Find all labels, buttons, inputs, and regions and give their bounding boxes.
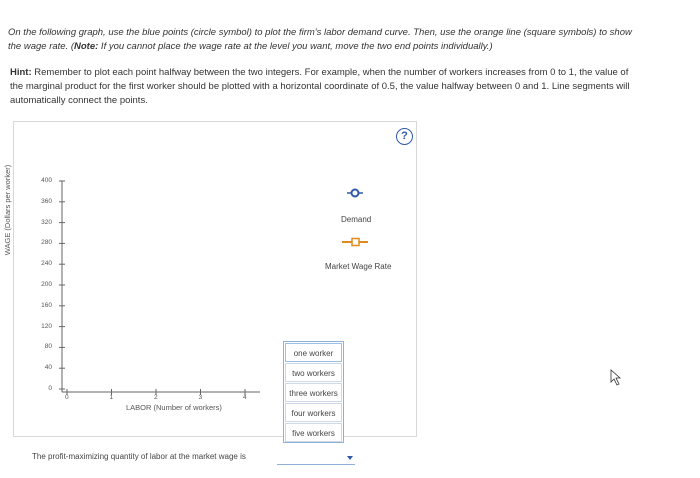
y-axis-label: WAGE (Dollars per worker) xyxy=(3,164,12,256)
y-tick-label: 400 xyxy=(41,177,52,184)
y-tick-label: 280 xyxy=(41,239,52,247)
instructions-line2-prefix: the wage rate. ( xyxy=(8,41,75,52)
y-tick-label: 80 xyxy=(44,343,52,351)
hint-label: Hint: xyxy=(10,67,32,78)
dropdown-option-five-workers[interactable]: five workers xyxy=(285,423,342,442)
dropdown-option-three-workers[interactable]: three workers xyxy=(285,383,342,402)
instructions-line2-rest: If you cannot place the wage rate at the level you want, move the two end points individually.) xyxy=(98,41,493,52)
x-tick-label: 1 xyxy=(109,394,114,401)
demand-legend-symbol[interactable] xyxy=(347,190,363,197)
x-tick-label: 4 xyxy=(243,394,247,401)
help-icon[interactable]: ? xyxy=(396,128,413,145)
y-tick-label: 160 xyxy=(41,301,52,309)
workers-dropdown-list[interactable] xyxy=(283,341,344,443)
y-tick-label: 0 xyxy=(48,385,52,392)
wage-legend-label: Market Wage Rate xyxy=(325,262,392,271)
y-tick-label: 320 xyxy=(41,218,52,226)
hint-text-2: the marginal product for the first worker should be plotted with a horizontal coordinate of 0.5, the value halfway between 0 and 1. Line segments will xyxy=(10,81,630,92)
dropdown-option-two-workers[interactable]: two workers xyxy=(285,363,342,382)
mouse-cursor-icon xyxy=(611,370,620,385)
wage-legend-symbol[interactable] xyxy=(342,239,368,246)
instructions-line1: On the following graph, use the blue points (circle symbol) to plot the firm's labor demand curve. Then, use the orange line (square symbols) to show xyxy=(8,27,632,38)
y-tick-label: 200 xyxy=(41,281,52,288)
y-tick-label: 240 xyxy=(41,260,52,268)
hint-text-3: automatically connect the points. xyxy=(10,95,148,106)
x-tick-label: 3 xyxy=(198,394,203,401)
x-tick-label: 0 xyxy=(65,394,69,401)
demand-legend-label: Demand xyxy=(341,215,372,224)
question-text: The profit-maximizing quantity of labor at the market wage is xyxy=(32,452,246,461)
hint-text-1: Remember to plot each point halfway between the two integers. For example, when the number of workers increases from 0 to 1, the value of xyxy=(31,67,629,78)
note-label: Note: xyxy=(74,41,99,52)
y-tick-label: 120 xyxy=(41,322,52,330)
x-tick-label: 2 xyxy=(154,394,158,401)
x-axis-label: LABOR (Number of workers) xyxy=(126,403,222,412)
y-tick-label: 360 xyxy=(41,197,52,205)
dropdown-option-one-worker[interactable]: one worker xyxy=(285,343,342,362)
y-tick-label: 40 xyxy=(44,364,52,372)
dropdown-option-four-workers[interactable]: four workers xyxy=(285,403,342,422)
chevron-down-icon xyxy=(347,456,353,460)
quantity-answer-select[interactable] xyxy=(277,454,355,465)
